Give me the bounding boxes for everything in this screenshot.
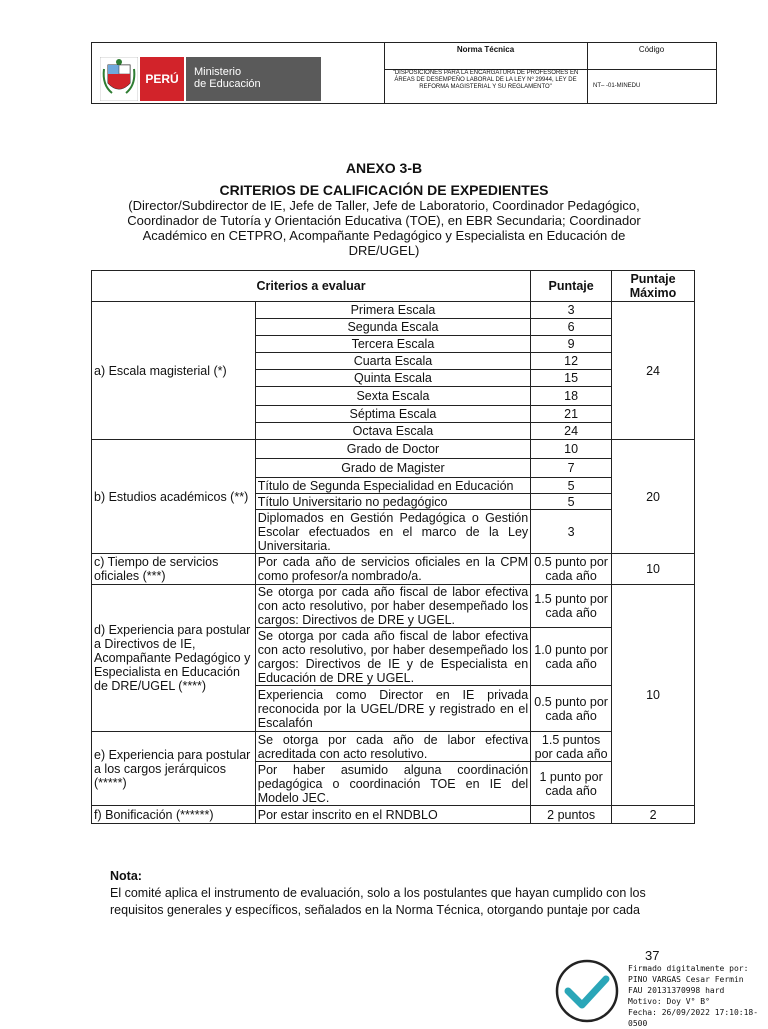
criterion-item: Quinta Escala	[255, 370, 530, 387]
criterion-c-max: 10	[612, 554, 695, 585]
table-row	[92, 806, 695, 824]
criterion-a-max: 24	[612, 302, 695, 440]
page-number: 37	[645, 948, 660, 963]
criterion-score: 1.5 puntos por cada año	[531, 732, 612, 762]
note-section	[110, 868, 666, 919]
signature-line: FAU 20131370998 hard	[628, 986, 725, 995]
criterion-item: Por haber asumido alguna coordinación pedagógica o coordinación TOE en IE del Modelo JEC.	[255, 762, 530, 806]
ministry-name-box	[186, 57, 321, 101]
ministry-name-line-1: Ministerio	[194, 66, 242, 78]
criterion-score: 2 puntos	[531, 806, 612, 824]
criterion-score: 1.0 punto por cada año	[531, 628, 612, 686]
criterion-item: Séptima Escala	[255, 406, 530, 423]
note-text: El comité aplica el instrumento de evaluación, solo a los postulantes que hayan cumplido con los requisitos generales y específicos, señalados en la Norma Técnica, otorgando puntaje por cada	[110, 886, 646, 917]
criterion-score: 1.5 punto por cada año	[531, 585, 612, 628]
criterion-item: Se otorga por cada año de labor efectiva acreditada con acto resolutivo.	[255, 732, 530, 762]
digital-signature-text	[628, 963, 768, 1029]
criteria-table	[91, 270, 695, 824]
criterion-score: 12	[531, 353, 612, 370]
criterion-item: Título de Segunda Especialidad en Educación	[255, 478, 530, 494]
table-row	[92, 554, 695, 585]
header-maximo: Puntaje Máximo	[612, 271, 695, 302]
peru-brand-box: PERÚ	[140, 57, 184, 101]
table-row	[92, 585, 695, 628]
criterion-a-label: a) Escala magisterial (*)	[92, 302, 256, 440]
norma-label: Norma Técnica	[456, 45, 515, 54]
criterion-item: Cuarta Escala	[255, 353, 530, 370]
codigo-label: Código	[638, 45, 665, 54]
peru-coat-of-arms-icon	[100, 57, 138, 101]
signature-line: PINO VARGAS Cesar Fermin	[628, 975, 744, 984]
criterion-b-label: b) Estudios académicos (**)	[92, 440, 256, 554]
criterion-score: 0.5 punto por cada año	[531, 686, 612, 732]
criterion-e-label: e) Experiencia para postular a los cargos jerárquicos (*****)	[92, 732, 256, 806]
header-criterios: Criterios a evaluar	[92, 271, 531, 302]
criterion-de-max: 10	[612, 585, 695, 806]
signature-line: Firmado digitalmente por:	[628, 964, 749, 973]
criterion-item: Primera Escala	[255, 302, 530, 319]
criterion-item: Tercera Escala	[255, 336, 530, 353]
criterion-score: 6	[531, 319, 612, 336]
annex-title: ANEXO 3-B	[345, 160, 423, 176]
criterion-score: 10	[531, 440, 612, 459]
criterion-item: Se otorga por cada año fiscal de labor efectiva con acto resolutivo, por haber desempeñado los cargos: Directivos de DRE y UGEL.	[255, 585, 530, 628]
criterion-item: Experiencia como Director en IE privada reconocida por la UGEL/DRE y registrado en el Escalafón	[255, 686, 530, 732]
criterion-score: 5	[531, 494, 612, 510]
codigo-value: NT– -01-MINEDU	[593, 83, 641, 89]
criterion-item: Grado de Magister	[255, 459, 530, 478]
digital-signature-check-icon	[552, 957, 622, 1023]
criterion-item: Segunda Escala	[255, 319, 530, 336]
table-row	[92, 302, 695, 319]
signature-line: Fecha: 26/09/2022 17:10:18-0500	[628, 1008, 759, 1028]
criterion-score: 24	[531, 423, 612, 440]
criterion-score: 9	[531, 336, 612, 353]
criterion-item: Octava Escala	[255, 423, 530, 440]
criterion-c-label: c) Tiempo de servicios oficiales (***)	[92, 554, 256, 585]
criterion-item: Título Universitario no pedagógico	[255, 494, 530, 510]
criterion-score: 21	[531, 406, 612, 423]
criterion-item: Diplomados en Gestión Pedagógica o Gestión Escolar efectuados en el marco de la Ley Universitaria.	[255, 510, 530, 554]
criterion-f-max: 2	[612, 806, 695, 824]
criterion-item: Sexta Escala	[255, 387, 530, 406]
minedu-logo	[100, 57, 321, 101]
criterion-f-label: f) Bonificación (******)	[92, 806, 256, 824]
criterion-b-max: 20	[612, 440, 695, 554]
criterion-item: Por estar inscrito en el RNDBLO	[255, 806, 530, 824]
codigo-cell	[587, 43, 716, 103]
criterion-score: 18	[531, 387, 612, 406]
criterion-score: 5	[531, 478, 612, 494]
signature-line: Motivo: Doy V° B°	[628, 997, 710, 1006]
criterion-score: 1 punto por cada año	[531, 762, 612, 806]
logo-cell	[92, 43, 385, 103]
criterion-score: 15	[531, 370, 612, 387]
ministry-name-line-2: de Educación	[194, 78, 261, 90]
criterion-score: 3	[531, 302, 612, 319]
annex-description: (Director/Subdirector de IE, Jefe de Taller, Jefe de Laboratorio, Coordinador Pedagógico, Coordinador de Tutoría y Orientación Educativa (TOE), en EBR Secundaria; Coordinador Académico en CETPRO, Acompañante Pedagógico y Especialista en Educación de DRE/UGEL)	[127, 198, 641, 258]
criterion-item: Por cada año de servicios oficiales en la CPM como profesor/a nombrado/a.	[255, 554, 530, 585]
table-row	[92, 732, 695, 762]
criterion-d-label: d) Experiencia para postular a Directivos de IE, Acompañante Pedagógico y Especialista en Educación de DRE/UGEL (****)	[92, 585, 256, 732]
criterion-score: 0.5 punto por cada año	[531, 554, 612, 585]
table-row	[92, 440, 695, 459]
header-puntaje: Puntaje	[531, 271, 612, 302]
criterion-item: Se otorga por cada año fiscal de labor efectiva con acto resolutivo, por haber desempeñado los cargos: Directivos de IE y de Especialista en Educación de DRE y UGEL.	[255, 628, 530, 686]
note-title: Nota:	[110, 869, 142, 883]
criterion-score: 7	[531, 459, 612, 478]
criterion-item: Grado de Doctor	[255, 440, 530, 459]
criterion-score: 3	[531, 510, 612, 554]
annex-subtitle: CRITERIOS DE CALIFICACIÓN DE EXPEDIENTES	[219, 182, 549, 198]
document-header	[91, 42, 717, 104]
table-header-row	[92, 271, 695, 302]
header-divider	[587, 69, 716, 70]
norma-description: "DISPOSICIONES PARA LA ENCARGATURA DE PROFESORES EN ÁREAS DE DESEMPEÑO LABORAL DE LA LEY Nº 29944, LEY DE REFORMA MAGISTERIAL Y SU REGLAMENTO"	[392, 70, 579, 90]
norma-cell	[384, 43, 588, 103]
